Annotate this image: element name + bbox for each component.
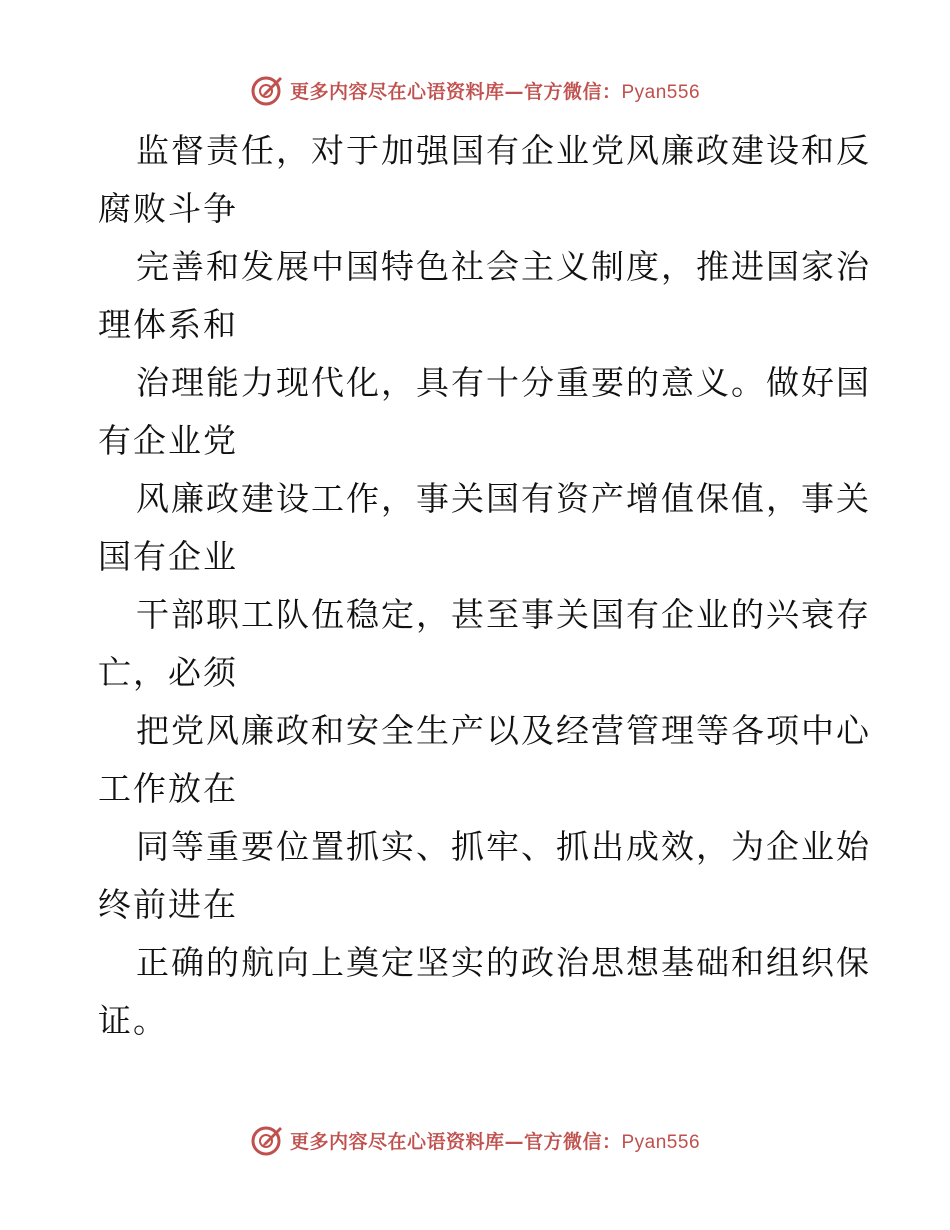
paragraph — [98, 122, 871, 238]
paragraph-line: 把党风廉政和安全生产以及经营管理等各项中心 — [136, 711, 871, 750]
paragraph-line: 干部职工队伍稳定，甚至事关国有企业的兴衰存 — [136, 595, 871, 634]
paragraph-line: 亡，必须 — [98, 653, 238, 692]
pen-logo-icon — [250, 73, 284, 107]
paragraph — [98, 702, 871, 818]
paragraph-line: 有企业党 — [98, 421, 238, 460]
paragraph-line: 治理能力现代化，具有十分重要的意义。做好国 — [136, 363, 871, 402]
paragraph-line: 工作放在 — [98, 769, 238, 808]
pen-logo-icon — [250, 1123, 284, 1157]
footer-banner-text — [290, 1127, 700, 1154]
paragraph-line: 证。 — [98, 1001, 168, 1040]
paragraph — [98, 934, 871, 1050]
paragraph — [98, 354, 871, 470]
paragraph — [98, 586, 871, 702]
document-body — [98, 122, 871, 1050]
header-banner-wechat-id: Pyan556 — [621, 81, 701, 103]
paragraph-line: 风廉政建设工作，事关国有资产增值保值，事关 — [136, 479, 871, 518]
paragraph — [98, 818, 871, 934]
footer-banner-wechat-id: Pyan556 — [621, 1131, 701, 1153]
paragraph-line: 理体系和 — [98, 305, 238, 344]
header-banner — [0, 70, 950, 110]
footer-banner-cn: 更多内容尽在心语资料库—官方微信： — [289, 1130, 622, 1153]
paragraph-line: 监督责任，对于加强国有企业党风廉政建设和反 — [136, 131, 871, 170]
header-banner-cn: 更多内容尽在心语资料库—官方微信： — [289, 80, 622, 103]
paragraph — [98, 470, 871, 586]
paragraph — [98, 238, 871, 354]
paragraph-line: 腐败斗争 — [98, 189, 238, 228]
paragraph-line: 国有企业 — [98, 537, 238, 576]
paragraph-line: 终前进在 — [98, 885, 238, 924]
paragraph-line: 完善和发展中国特色社会主义制度，推进国家治 — [136, 247, 871, 286]
header-banner-text — [290, 77, 700, 104]
paragraph-line: 同等重要位置抓实、抓牢、抓出成效，为企业始 — [136, 827, 871, 866]
footer-banner — [0, 1120, 950, 1160]
paragraph-line: 正确的航向上奠定坚实的政治思想基础和组织保 — [136, 943, 871, 982]
